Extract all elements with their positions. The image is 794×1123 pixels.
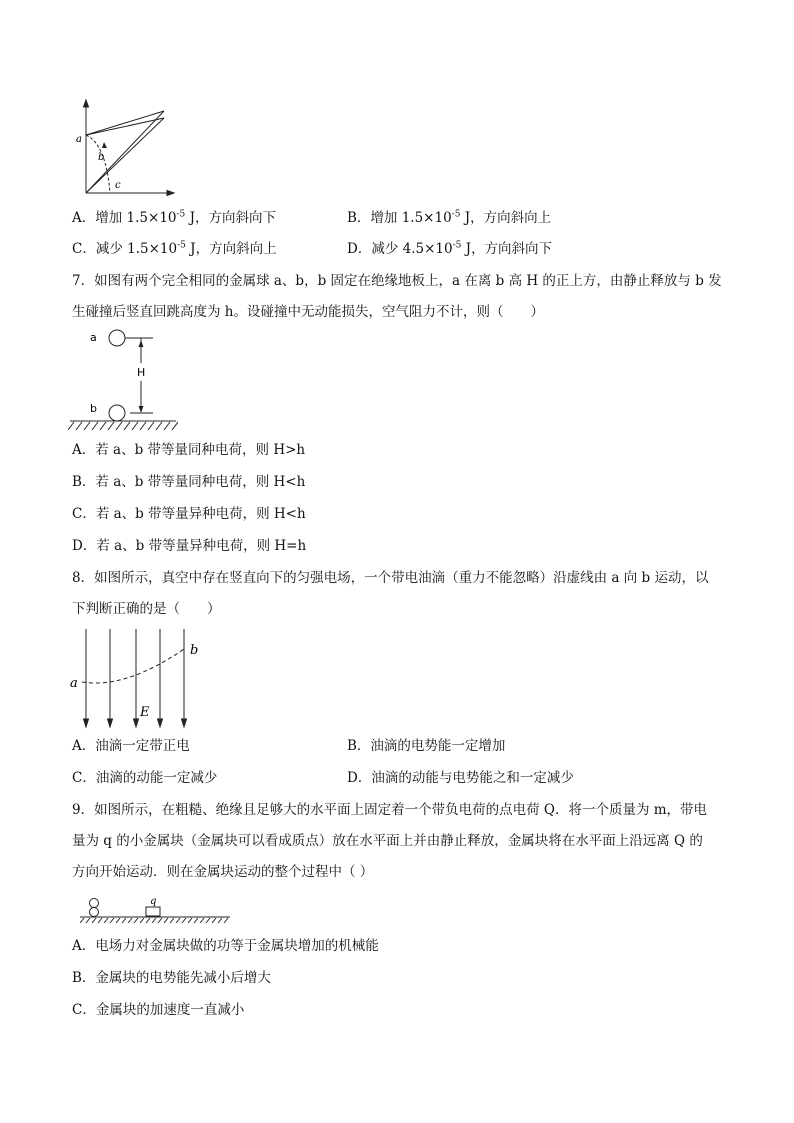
q6-figure xyxy=(68,98,178,198)
q6-label-b: b xyxy=(98,152,105,163)
q9-option-c: C．金属块的加速度一直减小 xyxy=(72,1002,245,1018)
q7-option-a: A．若 a、b 带等量同种电荷，则 H>h xyxy=(72,442,306,458)
q6-label-c: c xyxy=(115,180,121,191)
q7-figure xyxy=(68,325,178,435)
q6-option-b: B．增加 $1.5\times 10^{-5}$ J，方向斜向上 xyxy=(347,209,552,226)
q9-stem-line3: 方向开始运动．则在金属块运动的整个过程中（ ） xyxy=(72,864,374,880)
q7-label-H: H xyxy=(137,366,146,379)
q8-option-b: B．油滴的电势能一定增加 xyxy=(347,738,506,754)
q9-option-b: B．金属块的电势能先减小后增大 xyxy=(72,970,271,986)
q8-option-c: C．油滴的动能一定减少 xyxy=(72,770,218,786)
q8-option-d: D．油滴的动能与电势能之和一定减少 xyxy=(347,770,574,786)
q7-stem-line1: 7．如图有两个完全相同的金属球 a、b，b 固定在绝缘地板上，a 在离 b 高 H 的正上方，由静止释放与 b 发 xyxy=(72,273,722,289)
q8-stem-line2: 下判断正确的是（ ） xyxy=(72,601,221,617)
q8-label-a: a xyxy=(70,676,78,691)
q7-label-a: a xyxy=(90,331,97,344)
q7-option-d: D．若 a、b 带等量异种电荷，则 H=h xyxy=(72,538,307,554)
q9-label-q: q xyxy=(150,896,157,907)
q7-option-b: B．若 a、b 带等量同种电荷，则 H<h xyxy=(72,474,306,490)
q7-stem-line2: 生碰撞后竖直回跳高度为 h。设碰撞中无动能损失，空气阻力不计，则（ ） xyxy=(72,304,544,320)
q8-stem-line1: 8．如图所示，真空中存在竖直向下的匀强电场，一个带电油滴（重力不能忽略）沿虚线由 a 向 b 运动，以 xyxy=(72,570,709,586)
q7-label-b: b xyxy=(90,402,97,415)
q6-option-a: A．增加 $1.5\times 10^{-5}$ J，方向斜向下 xyxy=(72,209,276,226)
q9-stem-line1: 9．如图所示，在粗糙、绝缘且足够大的水平面上固定着一个带负电荷的点电荷 Q．将一个质量为 m，带电 xyxy=(72,802,708,818)
q8-label-E: E xyxy=(140,705,150,720)
q9-option-a: A．电场力对金属块做的功等于金属块增加的机械能 xyxy=(72,938,379,954)
q8-label-b: b xyxy=(190,643,199,658)
q9-stem-line2: 量为 q 的小金属块（金属块可以看成质点）放在水平面上并由静止释放，金属块将在水平面上沿远离 Q 的 xyxy=(72,833,703,849)
q8-option-a: A．油滴一定带正电 xyxy=(72,738,190,754)
q6-option-c: C．减少 $1.5\times 10^{-5}$ J，方向斜向上 xyxy=(72,240,277,257)
q7-option-c: C．若 a、b 带等量异种电荷，则 H<h xyxy=(72,506,306,522)
q6-label-a: a xyxy=(76,134,82,145)
q9-figure xyxy=(80,893,232,925)
q6-option-d: D．减少 $4.5\times 10^{-5}$ J，方向斜向下 xyxy=(347,240,553,257)
q8-figure xyxy=(66,627,216,729)
